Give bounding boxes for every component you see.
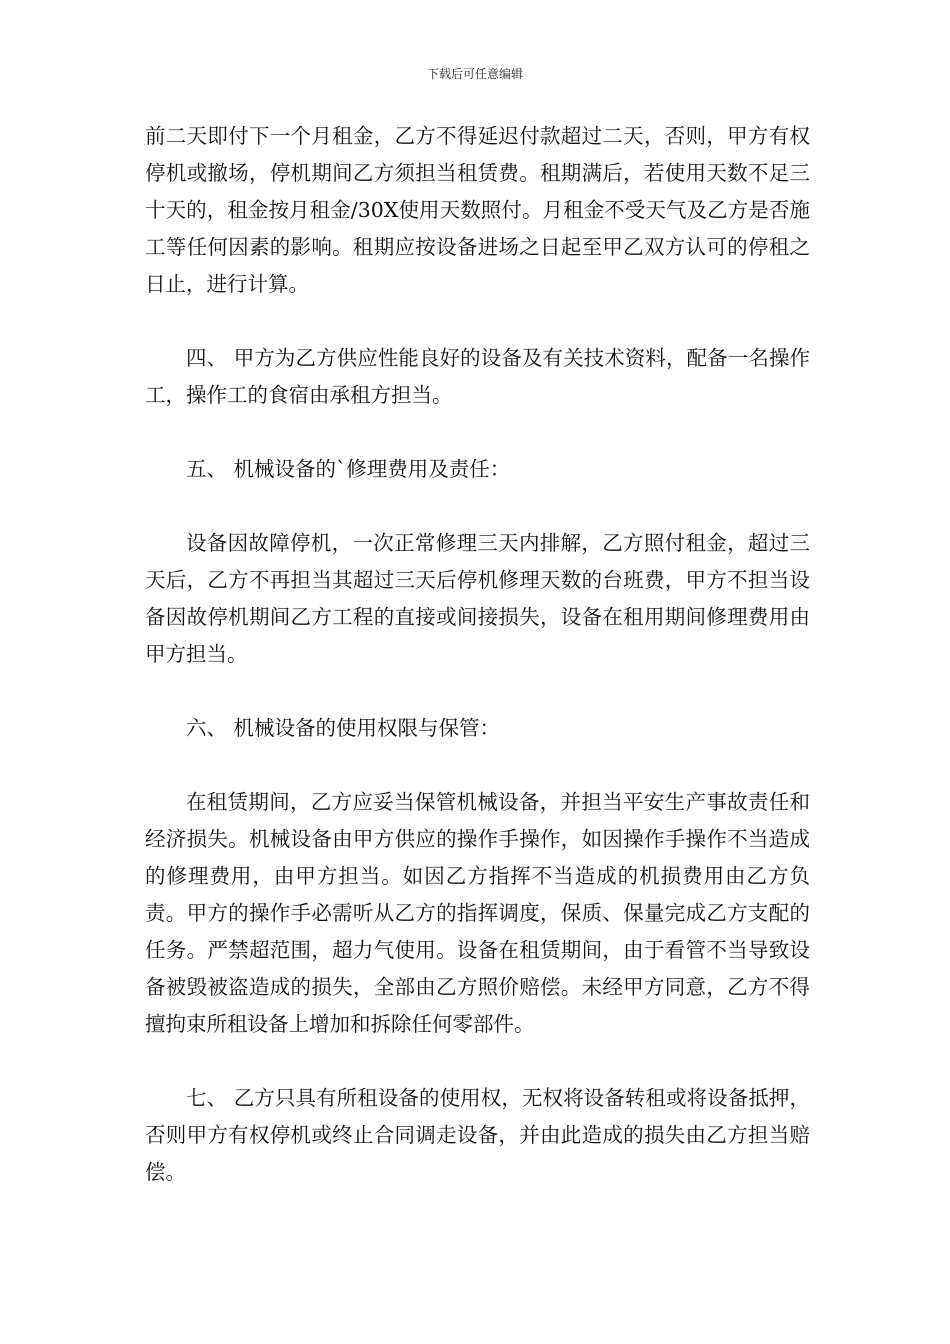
paragraph-gap [145,1043,810,1080]
page-header: 下载后可任意编辑 [426,67,523,81]
section-heading-clause-5: 五、 机械设备的`修理费用及责任： [186,457,511,481]
paragraph-repair-costs: 设备因故障停机，一次正常修理三天内排解，乙方照付租金，超过三天后，乙方不再担当其超过三天后停机修理天数的台班费，甲方不担当设备因故停机期间乙方工程的直接或间接损失，设备在租用期间修理费用由甲方担当。 [145,531,810,666]
paragraph-gap [145,747,810,784]
paragraph-gap [145,303,810,340]
paragraph-rent-payment: 前二天即付下一个月租金，乙方不得延迟付款超过二天，否则，甲方有权停机或撤场，停机期间乙方须担当租赁费。租期满后，若使用天数不足三十天的，租金按月租金/30X使用天数照付。月租金不受天气及乙方是否施工等任何因素的影响。租期应按设备进场之日起至甲乙双方认可的停租之日止，进行计算。 [145,124,810,296]
paragraph-gap [145,673,810,710]
paragraph-gap [145,414,810,451]
paragraph-clause-4: 四、 甲方为乙方供应性能良好的设备及有关技术资料，配备一名操作工，操作工的食宿由承租方担当。 [145,346,810,407]
document-body [145,118,810,1191]
paragraph-gap [145,488,810,525]
paragraph-custody: 在租赁期间，乙方应妥当保管机械设备，并担当平安生产事故责任和经济损失。机械设备由甲方供应的操作手操作，如因操作手操作不当造成的修理费用，由甲方担当。如因乙方指挥不当造成的机损费用由乙方负责。甲方的操作手必需听从乙方的指挥调度，保质、保量完成乙方支配的任务。严禁超范围，超力气使用。设备在租赁期间，由于看管不当导致设备被毁被盗造成的损失，全部由乙方照价赔偿。未经甲方同意，乙方不得擅拘束所租设备上增加和拆除任何零部件。 [145,790,810,1036]
section-heading-clause-6: 六、 机械设备的使用权限与保管： [186,716,501,740]
paragraph-clause-7: 七、 乙方只具有所租设备的使用权，无权将设备转租或将设备抵押，否则甲方有权停机或终止合同调走设备，并由此造成的损失由乙方担当赔偿。 [145,1086,810,1184]
